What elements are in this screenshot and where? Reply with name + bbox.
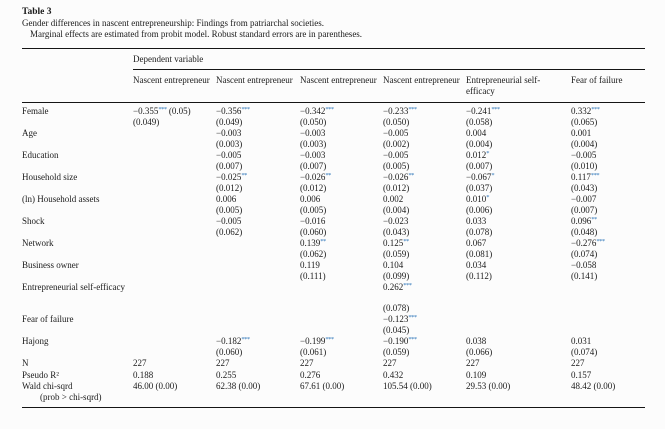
table-cell <box>466 172 571 193</box>
significance-stars: * <box>486 150 489 157</box>
standard-error: (0.111) <box>300 270 326 281</box>
coefficient-value: −0.182*** <box>216 336 250 346</box>
significance-stars: ** <box>403 238 409 245</box>
coefficient-value: 0.117*** <box>571 172 600 182</box>
table-cell <box>383 370 466 381</box>
table-cell <box>466 370 571 381</box>
row-label: Fear of failure <box>22 314 74 324</box>
standard-error: (0.007) <box>466 160 493 171</box>
table-cell <box>133 314 216 335</box>
column-header: Nascent entrepreneur <box>216 75 293 85</box>
coefficient-value: 0.157 <box>571 369 592 380</box>
table-cell <box>466 314 571 335</box>
table-cell <box>383 172 466 193</box>
table-cell <box>571 238 645 259</box>
coefficient-value: 0.010* <box>466 194 489 204</box>
table-cell <box>300 370 383 381</box>
table-cell <box>133 106 216 127</box>
standard-error: (0.065) <box>571 116 598 127</box>
coefficient-value: −0.355*** (0.05) <box>133 106 191 116</box>
standard-error: (0.002) <box>383 138 410 149</box>
coefficient-value: −0.003 <box>300 150 326 160</box>
table-cell <box>133 260 216 281</box>
row-label: Hajong <box>22 336 49 346</box>
coefficient-value: −0.190*** <box>383 336 417 346</box>
standard-error: (0.059) <box>383 346 410 357</box>
table-cell <box>300 194 383 215</box>
significance-stars: *** <box>241 336 250 343</box>
table-cell <box>466 282 571 313</box>
coefficient-value: 0.034 <box>466 260 487 270</box>
table-cell <box>571 216 645 237</box>
significance-stars: *** <box>241 106 250 113</box>
coefficient-value: 0.006 <box>300 194 321 204</box>
table-cell <box>216 106 300 127</box>
coefficient-value: 227 <box>133 358 147 368</box>
table-cell <box>466 358 571 369</box>
table-cell <box>466 336 571 357</box>
table-cell <box>466 128 571 149</box>
coefficient-value: −0.356*** <box>216 106 250 116</box>
coefficient-value: 29.53 (0.00) <box>466 381 511 391</box>
table-cell <box>383 336 466 357</box>
table-bottom-rule <box>22 407 645 408</box>
table-cell <box>133 172 216 193</box>
table-row <box>22 238 645 259</box>
table-cell <box>133 128 216 149</box>
table-cell <box>383 314 466 335</box>
coefficient-value: 0.104 <box>383 260 404 270</box>
coefficient-value: 46.00 (0.00) <box>133 381 178 391</box>
coefficient-value: −0.067* <box>466 172 495 182</box>
table-cell <box>383 128 466 149</box>
table-cell <box>383 358 466 369</box>
significance-stars: *** <box>596 238 605 245</box>
coefficient-value: 227 <box>383 358 397 368</box>
table-cell <box>466 260 571 281</box>
coefficient-value: −0.005 <box>571 150 597 160</box>
coefficient-value: 0.001 <box>571 128 592 138</box>
column-header: Entrepreneurial self-efficacy <box>466 75 541 96</box>
standard-error: (0.006) <box>466 204 493 215</box>
standard-error: (0.060) <box>300 226 327 237</box>
significance-stars: ** <box>241 172 247 179</box>
table-row <box>22 381 645 402</box>
coefficient-value: 227 <box>300 358 314 368</box>
table-title: Table 3 <box>22 7 52 17</box>
standard-error: (0.081) <box>466 248 493 259</box>
table-cell <box>383 381 466 402</box>
coefficient-value: −0.016 <box>300 216 326 226</box>
table-cell <box>383 282 466 313</box>
table-cell <box>383 260 466 281</box>
table-caption: Gender differences in nascent entrepreneurship: Findings from patriarchal societies. <box>22 18 324 28</box>
coefficient-value: −0.007 <box>571 194 597 204</box>
standard-error: (0.005) <box>383 160 410 171</box>
standard-error: (0.078) <box>383 302 410 313</box>
table-cell <box>300 106 383 127</box>
table-cell <box>133 238 216 259</box>
standard-error: (0.012) <box>300 182 327 193</box>
row-label: Pseudo R² <box>22 369 59 380</box>
table-cell <box>571 260 645 281</box>
coefficient-value: 0.262*** <box>383 282 412 292</box>
table-cell <box>300 358 383 369</box>
significance-stars: *** <box>408 106 417 113</box>
table-cell <box>466 194 571 215</box>
table-cell <box>133 282 216 313</box>
coefficient-value: 0.188 <box>133 369 154 380</box>
standard-error: (0.004) <box>466 138 493 149</box>
table-cell <box>466 150 571 171</box>
table-cell <box>466 238 571 259</box>
table-cell <box>571 282 645 313</box>
table-cell <box>571 106 645 127</box>
table-cell <box>571 150 645 171</box>
table-cell <box>216 238 300 259</box>
coefficient-value: −0.023 <box>383 216 409 226</box>
table-cell <box>216 314 300 335</box>
significance-stars: *** <box>325 336 334 343</box>
coefficient-value: −0.005 <box>383 150 409 160</box>
standard-error: (0.074) <box>571 346 598 357</box>
row-label: N <box>22 358 29 368</box>
significance-stars: *** <box>325 106 334 113</box>
coefficient-value: 0.125** <box>383 238 409 248</box>
coefficient-value: 0.031 <box>571 336 592 346</box>
significance-stars: * <box>486 194 489 201</box>
row-label: Female <box>22 106 49 116</box>
significance-stars: *** <box>590 172 600 179</box>
coefficient-value: 227 <box>216 358 230 368</box>
standard-error: (0.078) <box>466 226 493 237</box>
standard-error: (0.005) <box>300 204 327 215</box>
standard-error: (0.049) <box>133 116 160 127</box>
standard-error: (0.061) <box>300 346 327 357</box>
table-cell <box>571 336 645 357</box>
standard-error: (0.099) <box>383 270 410 281</box>
standard-error: (0.062) <box>216 226 243 237</box>
standard-error: (0.050) <box>300 116 327 127</box>
table-row <box>22 282 645 313</box>
table-cell <box>216 216 300 237</box>
table-cell <box>216 282 300 313</box>
table-cell <box>466 216 571 237</box>
coefficient-value: −0.233*** <box>383 106 417 116</box>
row-label: (ln) Household assets <box>22 194 100 204</box>
coefficient-value: 227 <box>571 358 585 368</box>
table-row <box>22 260 645 281</box>
significance-stars: ** <box>320 238 326 245</box>
table-cell <box>133 381 216 402</box>
significance-stars: ** <box>408 172 414 179</box>
standard-error: (0.043) <box>571 182 598 193</box>
coefficient-value: 0.067 <box>466 238 487 248</box>
table-row <box>22 150 645 171</box>
coefficient-value: 0.033 <box>466 216 487 226</box>
row-label: Business owner <box>22 260 79 270</box>
coefficient-value: 0.432 <box>383 369 404 380</box>
coefficient-value: 48.42 (0.00) <box>571 381 616 391</box>
table-cell <box>216 358 300 369</box>
coefficient-value: 0.038 <box>466 336 487 346</box>
row-label: Household size <box>22 172 78 182</box>
standard-error: (0.037) <box>466 182 493 193</box>
standard-error: (0.049) <box>216 116 243 127</box>
column-header: Nascent entrepreneur <box>133 75 210 85</box>
significance-stars: ** <box>325 172 331 179</box>
dependent-variable-spanner: Dependent variable <box>133 54 204 64</box>
coefficient-value: 0.119 <box>300 260 320 270</box>
coefficient-value: 0.002 <box>383 194 404 204</box>
significance-stars: *** <box>491 106 500 113</box>
table-cell <box>216 150 300 171</box>
row-label: Wald chi-sqrd (prob > chi-sqrd) <box>22 381 133 402</box>
coefficient-value: −0.026** <box>383 172 414 182</box>
standard-error: (0.007) <box>571 204 598 215</box>
table-row <box>22 106 645 127</box>
coefficient-value: 0.006 <box>216 194 237 204</box>
table-cell <box>571 172 645 193</box>
standard-error: (0.060) <box>216 346 243 357</box>
table-cell <box>300 150 383 171</box>
table-row <box>22 358 645 369</box>
coefficient-value: −0.005 <box>216 150 242 160</box>
coefficient-value: 105.54 (0.00) <box>383 381 432 391</box>
table-cell <box>216 370 300 381</box>
row-label: Shock <box>22 216 45 226</box>
table-cell <box>300 336 383 357</box>
table-row <box>22 172 645 193</box>
table-cell <box>133 336 216 357</box>
significance-stars: ** <box>591 216 597 223</box>
standard-error: (0.003) <box>216 138 243 149</box>
significance-stars: *** <box>591 106 600 113</box>
table-cell <box>133 194 216 215</box>
coefficient-value: 227 <box>466 358 480 368</box>
standard-error: (0.058) <box>466 116 493 127</box>
coefficient-value: −0.276*** <box>571 238 605 248</box>
standard-error: (0.004) <box>383 204 410 215</box>
coefficient-value: 0.139** <box>300 238 326 248</box>
table-cell <box>133 150 216 171</box>
column-header: Fear of failure <box>571 75 623 85</box>
significance-stars: *** <box>158 106 167 113</box>
standard-error: (0.074) <box>571 248 598 259</box>
table-cell <box>133 216 216 237</box>
standard-error: (0.059) <box>383 248 410 259</box>
table-cell <box>571 128 645 149</box>
standard-error: (0.005) <box>216 204 243 215</box>
table-cell <box>571 381 645 402</box>
coefficient-value: −0.241*** <box>466 106 500 116</box>
table-cell <box>383 106 466 127</box>
standard-error: (0.007) <box>300 160 327 171</box>
standard-error: (0.010) <box>571 160 598 171</box>
standard-error: (0.048) <box>571 226 598 237</box>
table-cell <box>300 282 383 313</box>
table-cell <box>216 128 300 149</box>
significance-stars: * <box>491 172 495 179</box>
table-cell <box>466 106 571 127</box>
table-cell <box>571 194 645 215</box>
row-label: Entrepreneurial self-efficacy <box>22 282 126 292</box>
coefficient-value: 0.109 <box>466 369 487 380</box>
coefficient-value: 67.61 (0.00) <box>300 381 345 391</box>
coefficient-value: 0.255 <box>216 369 237 380</box>
standard-error: (0.003) <box>300 138 327 149</box>
table-cell <box>383 216 466 237</box>
column-headers <box>22 70 645 102</box>
table-cell <box>300 172 383 193</box>
table-cell <box>466 381 571 402</box>
standard-error: (0.050) <box>383 116 410 127</box>
coefficient-value: −0.026** <box>300 172 331 182</box>
coefficient-value: 0.332*** <box>571 106 600 116</box>
table-cell <box>300 216 383 237</box>
column-header: Nascent entrepreneur <box>383 75 460 85</box>
standard-error: (0.004) <box>571 138 598 149</box>
coefficient-value: 0.004 <box>466 128 487 138</box>
standard-error: (0.141) <box>571 270 598 281</box>
coefficient-value: −0.199*** <box>300 336 334 346</box>
table-cell <box>571 370 645 381</box>
coefficient-value: −0.342*** <box>300 106 334 116</box>
table-row <box>22 216 645 237</box>
standard-error: (0.007) <box>216 160 243 171</box>
table-subcaption: Marginal effects are estimated from probit model. Robust standard errors are in parentheses. <box>30 29 363 39</box>
coefficient-value: 0.276 <box>300 369 321 380</box>
table-cell <box>300 260 383 281</box>
coefficient-value: 0.012* <box>466 150 489 160</box>
table-cell <box>383 194 466 215</box>
table-cell <box>133 370 216 381</box>
table-cell <box>383 238 466 259</box>
table-cell <box>216 260 300 281</box>
significance-stars: *** <box>408 314 417 321</box>
standard-error: (0.043) <box>383 226 410 237</box>
table-row <box>22 336 645 357</box>
coefficient-value: −0.003 <box>216 128 242 138</box>
table-cell <box>216 381 300 402</box>
standard-error: (0.012) <box>383 182 410 193</box>
coefficient-value: −0.005 <box>216 216 242 226</box>
standard-error: (0.112) <box>466 270 492 281</box>
significance-stars: *** <box>403 282 412 289</box>
coefficient-value: −0.025** <box>216 172 247 182</box>
table-cell <box>216 172 300 193</box>
row-label-second-line: (prob > chi-sqrd) <box>40 391 102 402</box>
standard-error: (0.066) <box>466 346 493 357</box>
standard-error: (0.045) <box>383 324 410 335</box>
significance-stars: *** <box>408 336 417 343</box>
table-cell <box>300 381 383 402</box>
table-row <box>22 370 645 381</box>
table-cell <box>300 238 383 259</box>
table-cell <box>571 314 645 335</box>
row-label: Age <box>22 128 37 138</box>
coefficient-value: −0.123*** <box>383 314 417 324</box>
table-cell <box>571 358 645 369</box>
table-cell <box>133 358 216 369</box>
standard-error: (0.012) <box>216 182 243 193</box>
row-label: Network <box>22 238 54 248</box>
coefficient-value: 62.38 (0.00) <box>216 381 261 391</box>
row-label: Education <box>22 150 59 160</box>
table-row <box>22 194 645 215</box>
table-cell <box>383 150 466 171</box>
table-cell <box>300 314 383 335</box>
table-cell <box>216 336 300 357</box>
coefficient-value: 0.096** <box>571 216 597 226</box>
table-cell <box>216 194 300 215</box>
table-row <box>22 314 645 335</box>
coefficient-value: −0.003 <box>300 128 326 138</box>
table-body <box>22 103 645 407</box>
coefficient-value: −0.005 <box>383 128 409 138</box>
table-cell <box>300 128 383 149</box>
coefficient-value: −0.058 <box>571 260 597 270</box>
column-header: Nascent entrepreneur <box>300 75 377 85</box>
table-row <box>22 128 645 149</box>
standard-error: (0.062) <box>300 248 327 259</box>
